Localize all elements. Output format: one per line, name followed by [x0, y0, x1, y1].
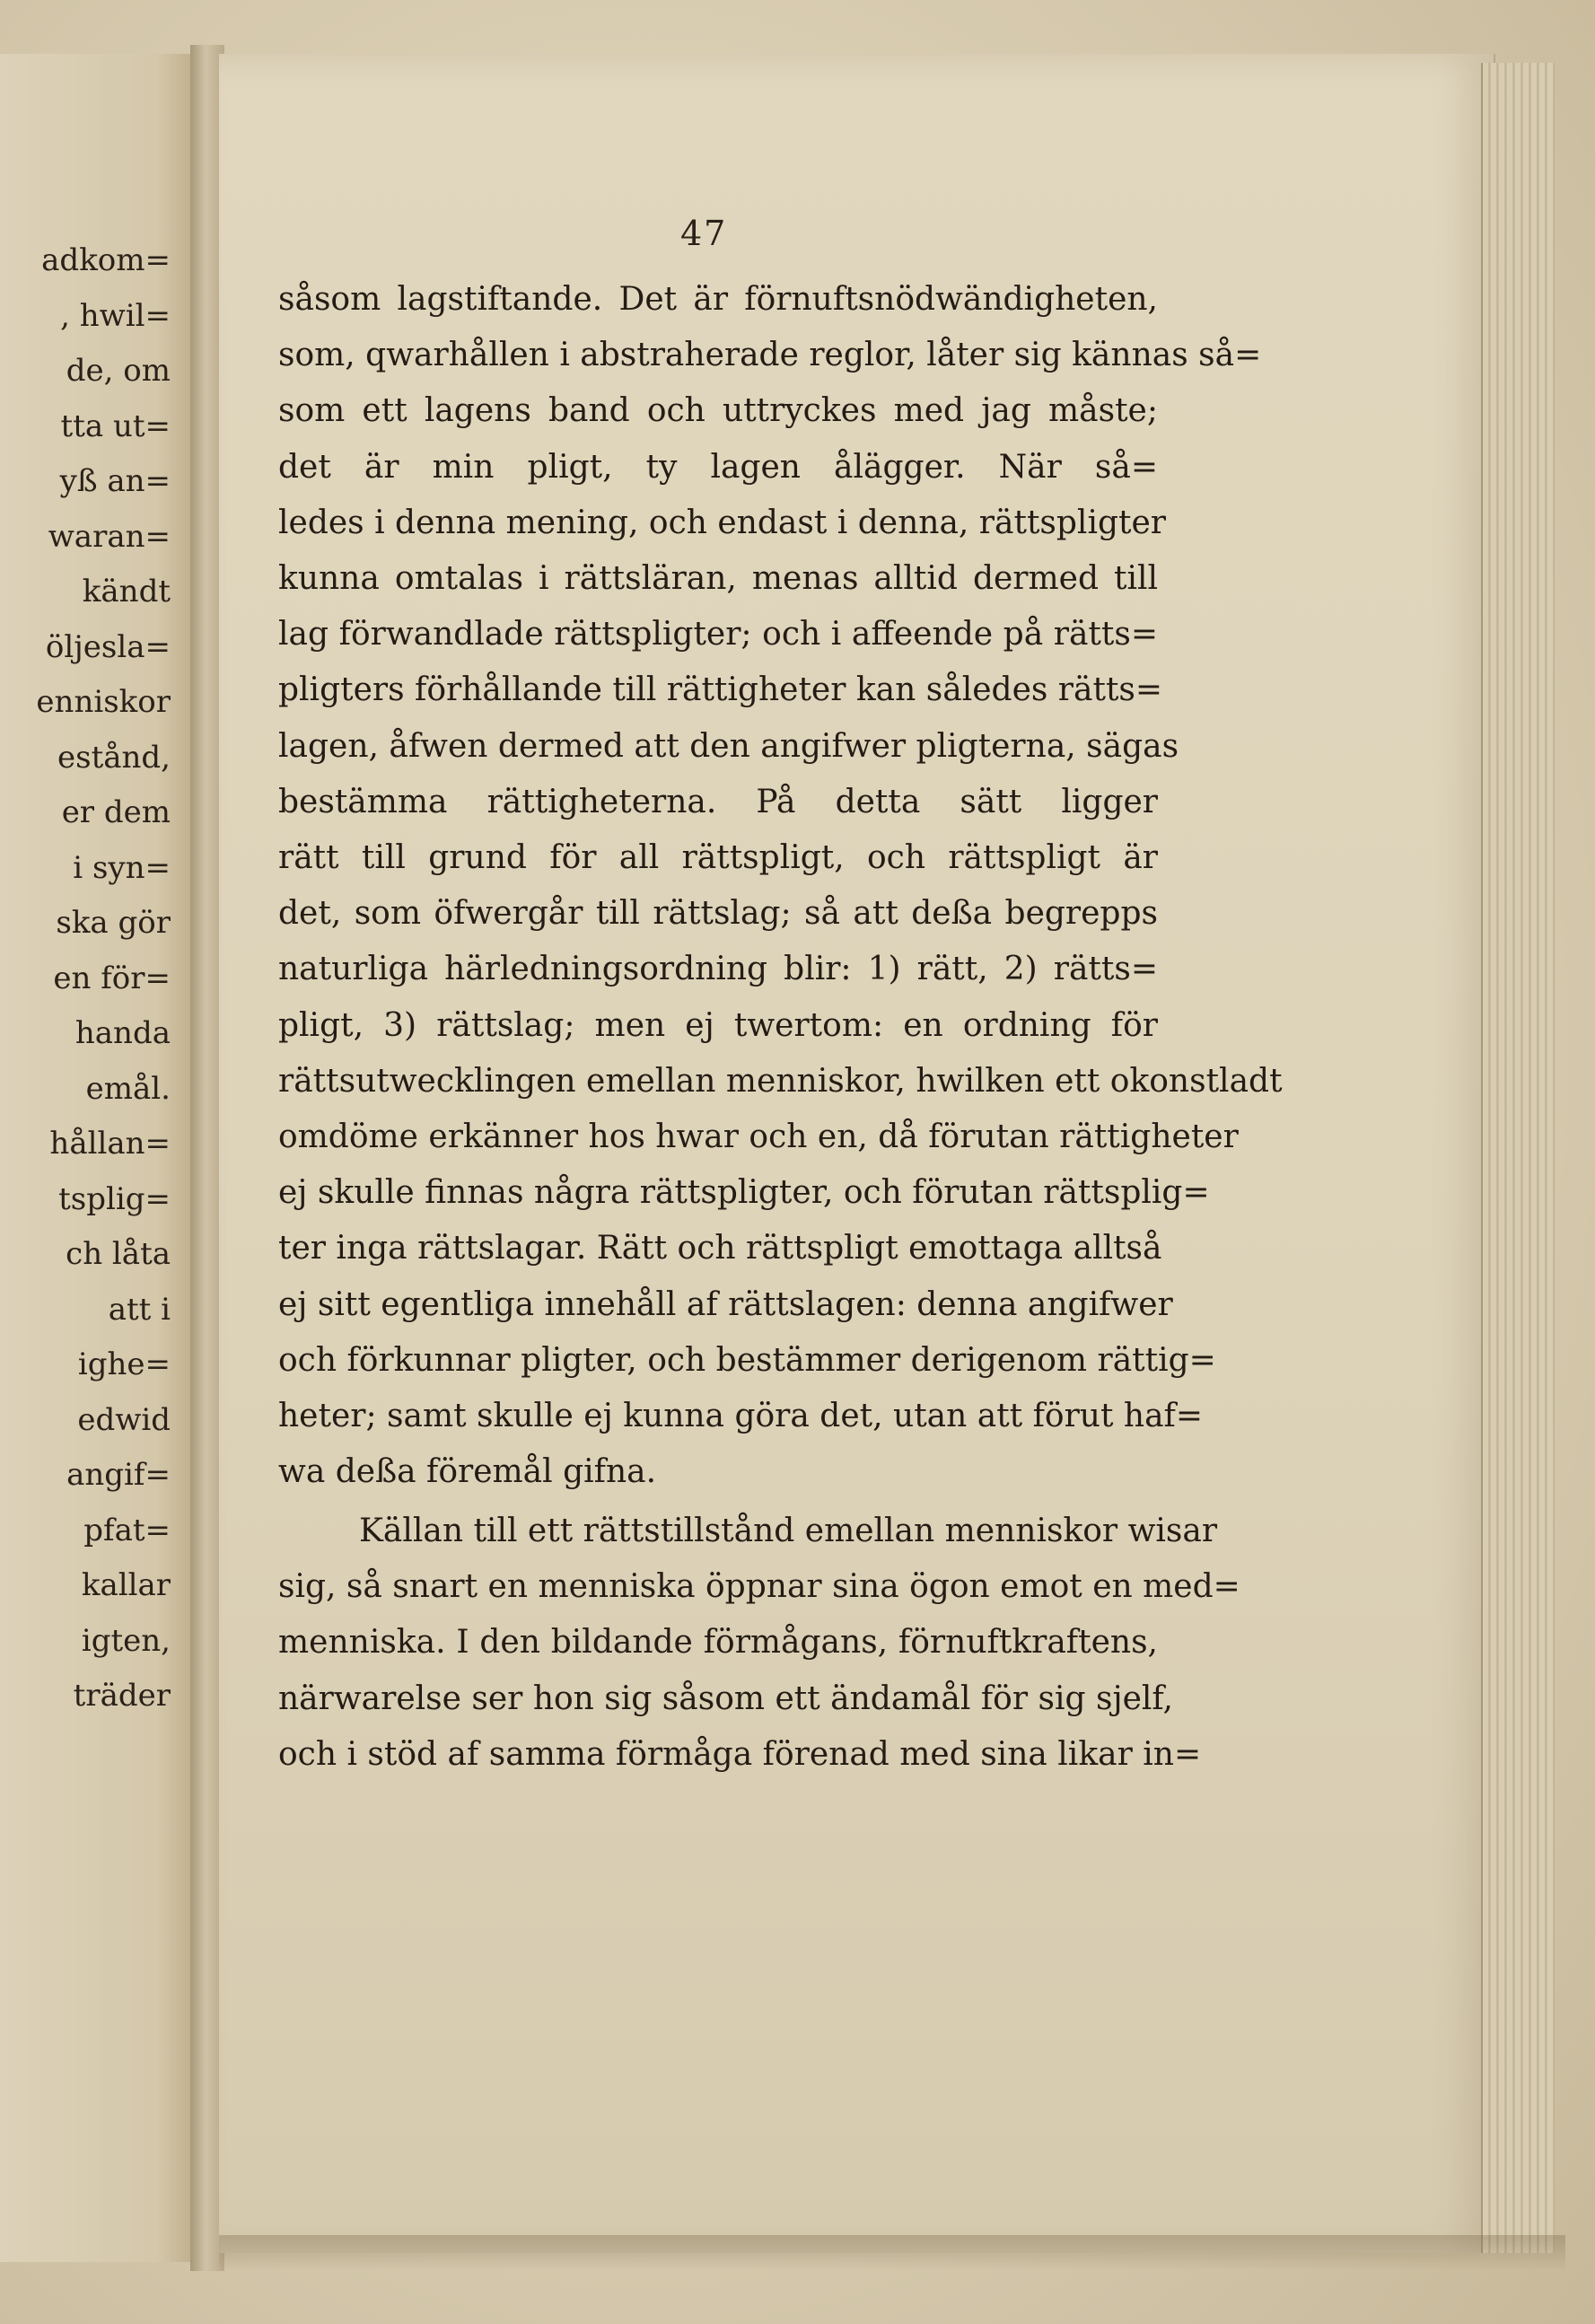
text-line: naturliga härledningsordning blir: 1) rätt, 2) rätts=: [278, 951, 1158, 988]
page-bottom-shadow: [219, 2235, 1565, 2271]
left-page-line: yß an=: [59, 463, 171, 499]
text-line: sig, så snart en menniska öppnar sina ögon emot en med=: [278, 1568, 1240, 1606]
text-line: och i stöd af samma förmåga förenad med sina likar in=: [278, 1735, 1202, 1773]
left-page-line: en för=: [53, 960, 171, 996]
left-page-line: angif=: [66, 1457, 171, 1493]
left-page-line: att i: [108, 1291, 171, 1328]
text-line: menniska. I den bildande förmågans, förnuftkraftens,: [278, 1624, 1158, 1662]
left-page-line: , hwil=: [60, 297, 171, 334]
left-page-line: igten,: [81, 1622, 171, 1659]
text-line: det är min pligt, ty lagen ålägger. När så=: [278, 448, 1158, 486]
left-page-line: ch låta: [66, 1236, 171, 1272]
text-line: som, qwarhållen i abstraherade reglor, låter sig kännas så=: [278, 337, 1262, 374]
page-number: 47: [680, 214, 728, 253]
left-page-line: i syn=: [73, 849, 171, 886]
text-line: rättsutwecklingen emellan menniskor, hwilken ett okonstladt: [278, 1062, 1283, 1100]
left-page-line: estånd,: [57, 739, 171, 776]
text-line: kunna omtalas i rättsläran, menas alltid dermed till: [278, 560, 1158, 597]
left-page-line: ighe=: [77, 1346, 171, 1382]
text-line: pligters förhållande till rättigheter kan således rätts=: [278, 671, 1163, 709]
text-line: såsom lagstiftande. Det är förnuftsnödwändigheten,: [278, 281, 1158, 318]
left-page-line: er dem: [61, 794, 171, 830]
left-page-line: öljesla=: [45, 628, 171, 665]
text-line: ter inga rättslagar. Rätt och rättspligt emottaga alltså: [278, 1230, 1162, 1267]
text-line: heter; samt skulle ej kunna göra det, utan att förut haf=: [278, 1398, 1204, 1434]
page-edge-stack: [1481, 63, 1555, 2253]
left-page-line: pfat=: [83, 1512, 171, 1548]
text-line: rätt till grund för all rättspligt, och rättspligt är: [278, 839, 1158, 876]
text-line: det, som öfwergår till rättslag; så att deßa begrepps: [278, 895, 1158, 933]
left-page-line: ska gör: [56, 905, 171, 941]
left-page-line: kallar: [81, 1567, 171, 1603]
left-page-line: de, om: [66, 353, 171, 389]
text-line: som ett lagens band och uttryckes med jag måste;: [278, 392, 1158, 430]
left-page-line: hållan=: [49, 1126, 171, 1162]
text-line: bestämma rättigheterna. På detta sätt ligger: [278, 783, 1158, 820]
left-page-line: waran=: [48, 518, 171, 555]
text-line: ledes i denna mening, och endast i denna, rättspligter: [278, 504, 1166, 541]
left-page-line: adkom=: [41, 242, 171, 278]
left-page-line: handa: [74, 1015, 171, 1051]
text-line: wa deßa föremål gifna.: [278, 1453, 657, 1491]
text-line: ej sitt egentliga innehåll af rättslagen: denna angifwer: [278, 1285, 1173, 1323]
text-line: närwarelse ser hon sig såsom ett ändamål för sig sjelf,: [278, 1679, 1173, 1717]
text-line: lagen, åfwen dermed att den angifwer pligterna, sägas: [278, 727, 1179, 765]
left-page-line: kändt: [82, 574, 171, 610]
text-line: omdöme erkänner hos hwar och en, då förutan rättigheter: [278, 1118, 1239, 1155]
text-line: och förkunnar pligter, och bestämmer derigenom rättig=: [278, 1341, 1216, 1379]
left-page-fragment: [0, 54, 196, 2262]
left-page-line: edwid: [77, 1401, 171, 1438]
left-page-line: emål.: [85, 1070, 171, 1107]
text-line: lag förwandlade rättspligter; och i affeende på rätts=: [278, 616, 1158, 653]
left-page-line: tta ut=: [60, 408, 171, 444]
text-line: ej skulle finnas några rättspligter, och förutan rättsplig=: [278, 1174, 1210, 1212]
left-page-line: träder: [73, 1678, 171, 1714]
left-page-line: tsplig=: [58, 1180, 171, 1217]
text-line: Källan till ett rättstillstånd emellan menniskor wisar: [359, 1513, 1218, 1549]
text-line: pligt, 3) rättslag; men ej twertom: en ordning för: [278, 1006, 1158, 1044]
left-page-line: enniskor: [36, 684, 171, 720]
